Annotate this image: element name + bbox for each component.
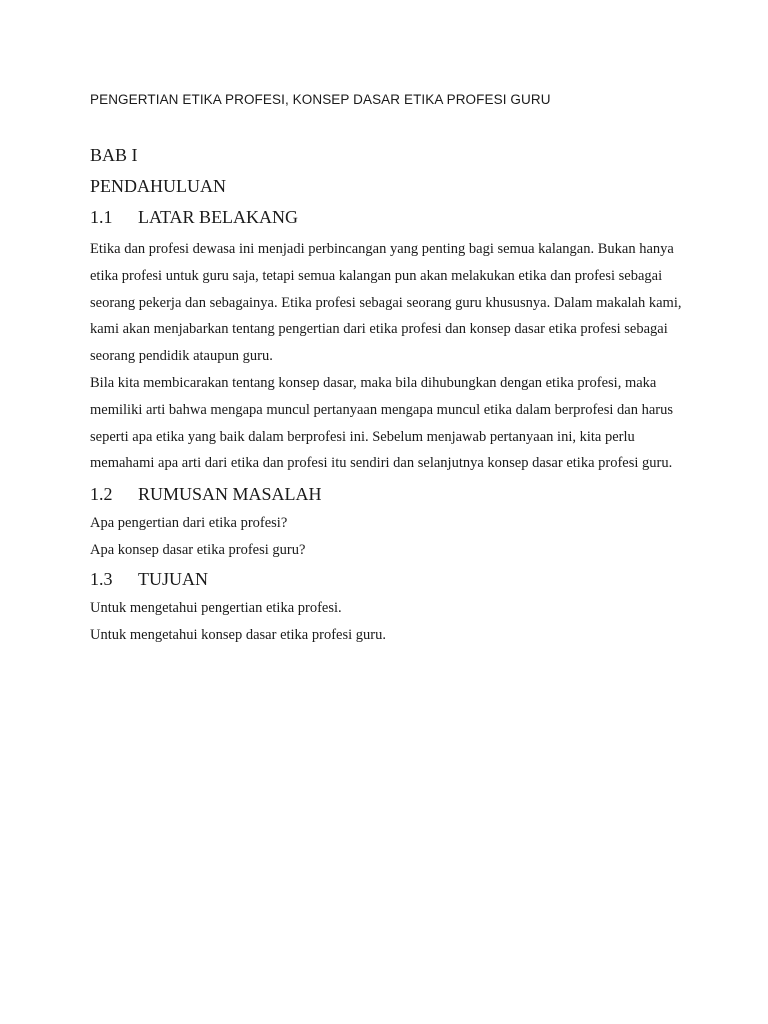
chapter-title: PENDAHULUAN <box>90 176 226 196</box>
section-heading-latar-belakang <box>90 202 690 233</box>
section-title: RUMUSAN MASALAH <box>138 484 322 505</box>
section-heading-rumusan-masalah <box>90 479 690 510</box>
list-item: Untuk mengetahui pengertian etika profesi. <box>90 600 342 617</box>
chapter-number: BAB I <box>90 145 138 165</box>
paragraph: Bila kita membicarakan tentang konsep dasar, maka bila dihubungkan dengan etika profesi, maka memiliki arti bahwa mengapa muncul pertanyaan mengapa muncul etika dalam berprofesi dan harus seperti apa etika yang baik dalam berprofesi ini. Sebelum menjawab pertanyaan ini, kita perlu memahami apa arti dari etika dan profesi itu sendiri dan selanjutnya konsep dasar etika profesi guru. <box>90 374 674 472</box>
document-title: PENGERTIAN ETIKA PROFESI, KONSEP DASAR ETIKA PROFESI GURU <box>90 92 551 107</box>
section-title: TUJUAN <box>138 569 208 590</box>
section-number: 1.3 <box>90 569 113 590</box>
document-body <box>90 140 690 649</box>
list-item: Untuk mengetahui konsep dasar etika profesi guru. <box>90 627 386 644</box>
section-heading-tujuan <box>90 564 690 595</box>
section-title: LATAR BELAKANG <box>138 207 299 227</box>
section-number: 1.1 <box>90 207 113 227</box>
list-item: Apa konsep dasar etika profesi guru? <box>90 542 306 559</box>
list-item: Apa pengertian dari etika profesi? <box>90 515 288 532</box>
paragraph: Etika dan profesi dewasa ini menjadi perbincangan yang penting bagi semua kalangan. Bukan hanya etika profesi untuk guru saja, tetapi semua kalangan pun akan melakukan etika dan profesi sebagai seorang pekerja dan sebagainya. Etika profesi sebagai seorang guru khususnya. Dalam makalah kami, kami akan menjabarkan tentang pengertian dari etika profesi dan konsep dasar etika profesi sebagai seorang pendidik ataupun guru. <box>90 241 682 365</box>
section-number: 1.2 <box>90 484 113 505</box>
